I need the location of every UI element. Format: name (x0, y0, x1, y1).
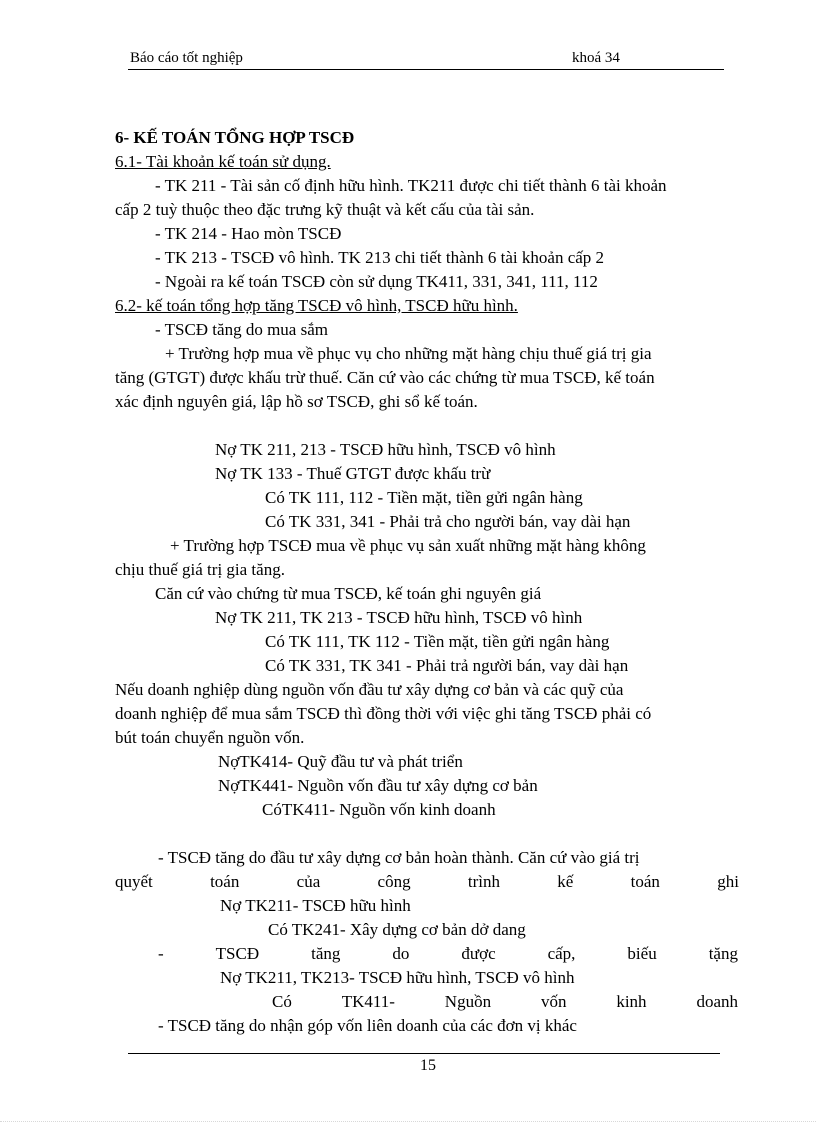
word: kế (557, 872, 574, 891)
entry-credit-111-112: Có TK 111, 112 - Tiền mặt, tiền gửi ngân hàng (265, 488, 583, 507)
word: TSCĐ (215, 944, 260, 963)
word: toán (210, 872, 240, 891)
word: TK411- (341, 992, 395, 1011)
subsection-6-2: 6.2- kế toán tổng hợp tăng TSCĐ vô hình, TSCĐ hữu hình. (115, 296, 518, 315)
paragraph-gtgt-line1: + Trường hợp mua về phục vụ cho những mặt hàng chịu thuế giá trị gia (165, 344, 652, 363)
paragraph-nontax-line2: chịu thuế giá trị gia tăng. (115, 560, 285, 579)
header-rule (128, 69, 724, 70)
page-edge (0, 1121, 816, 1122)
entry-debit-211-213-b: Nợ TK 211, TK 213 - TSCĐ hữu hình, TSCĐ vô hình (215, 608, 583, 627)
word: quyết (115, 872, 153, 891)
word: của (296, 872, 321, 891)
paragraph-capital-line3: bút toán chuyển nguồn vốn. (115, 728, 305, 747)
paragraph-construction-line1: - TSCĐ tăng do đầu tư xây dựng cơ bản hoàn thành. Căn cứ vào giá trị (158, 848, 640, 867)
word: Có (272, 992, 292, 1011)
header-left: Báo cáo tốt nghiệp (130, 50, 243, 66)
header-right: khoá 34 (572, 50, 620, 66)
word: vốn (540, 992, 567, 1011)
section-title: 6- KẾ TOÁN TỔNG HỢP TSCĐ (115, 128, 355, 147)
subsection-6-1: 6.1- Tài khoản kế toán sử dụng. (115, 152, 331, 171)
word: ghi (717, 872, 739, 891)
paragraph-gtgt-line3: xác định nguyên giá, lập hồ sơ TSCĐ, ghi sổ kế toán. (115, 392, 478, 411)
entry-credit-111-112-b: Có TK 111, TK 112 - Tiền mặt, tiền gửi ngân hàng (265, 632, 610, 651)
word: tặng (708, 944, 738, 963)
paragraph-gtgt-line2: tăng (GTGT) được khấu trừ thuế. Căn cứ vào các chứng từ mua TSCĐ, kế toán (115, 368, 655, 387)
entry-credit-241: Có TK241- Xây dựng cơ bản dở dang (268, 920, 526, 939)
word: trình (467, 872, 500, 891)
entry-credit-331-341: Có TK 331, 341 - Phải trả cho người bán, vay dài hạn (265, 512, 631, 531)
entry-credit-411: CóTK411- Nguồn vốn kinh doanh (262, 800, 496, 819)
paragraph-joint-venture: - TSCĐ tăng do nhận góp vốn liên doanh của các đơn vị khác (158, 1016, 577, 1035)
word: kinh (616, 992, 647, 1011)
paragraph-nontax-line1: + Trường hợp TSCĐ mua về phục vụ sản xuất những mặt hàng không (170, 536, 646, 555)
word: cấp, (547, 944, 576, 963)
paragraph-construction-line2 (115, 872, 739, 892)
paragraph-tk211-line2: cấp 2 tuỳ thuộc theo đặc trưng kỹ thuật và kết cấu của tài sản. (115, 200, 535, 219)
entry-debit-211-c: Nợ TK211- TSCĐ hữu hình (220, 896, 411, 915)
paragraph-capital-line2: doanh nghiệp để mua sắm TSCĐ thì đồng thời với việc ghi tăng TSCĐ phải có (115, 704, 652, 723)
word: toán (630, 872, 660, 891)
entry-debit-211-213: Nợ TK 211, 213 - TSCĐ hữu hình, TSCĐ vô hình (215, 440, 556, 459)
word: được (461, 944, 496, 963)
paragraph-purchase: - TSCĐ tăng do mua sắm (155, 320, 328, 339)
word: tăng (311, 944, 341, 963)
word: Nguồn (444, 992, 492, 1011)
paragraph-tk214: - TK 214 - Hao mòn TSCĐ (155, 224, 342, 243)
paragraph-capital-line1: Nếu doanh nghiệp dùng nguồn vốn đầu tư xây dựng cơ bản và các quỹ của (115, 680, 624, 699)
paragraph-granted (158, 944, 738, 964)
paragraph-tk211-line1: - TK 211 - Tài sản cố định hữu hình. TK211 được chi tiết thành 6 tài khoản (155, 176, 667, 195)
word: do (392, 944, 410, 963)
word: công (377, 872, 411, 891)
entry-debit-211-213-c: Nợ TK211, TK213- TSCĐ hữu hình, TSCĐ vô hình (220, 968, 575, 987)
word: biếu (627, 944, 657, 963)
paragraph-tk213: - TK 213 - TSCĐ vô hình. TK 213 chi tiết thành 6 tài khoản cấp 2 (155, 248, 605, 267)
entry-debit-133: Nợ TK 133 - Thuế GTGT được khấu trừ (215, 464, 491, 483)
entry-debit-441: NợTK441- Nguồn vốn đầu tư xây dựng cơ bản (218, 776, 538, 795)
entry-credit-331-341-b: Có TK 331, TK 341 - Phải trả người bán, vay dài hạn (265, 656, 629, 675)
page-number: 15 (420, 1057, 436, 1074)
footer-rule (128, 1053, 720, 1054)
entry-debit-414: NợTK414- Quỹ đầu tư và phát triển (218, 752, 463, 771)
paragraph-other-accounts: - Ngoài ra kế toán TSCĐ còn sử dụng TK411, 331, 341, 111, 112 (155, 272, 598, 291)
paragraph-record-cost: Căn cứ vào chứng từ mua TSCĐ, kế toán ghi nguyên giá (155, 584, 542, 603)
word: - (158, 944, 164, 963)
word: doanh (696, 992, 738, 1011)
entry-credit-411-b (272, 992, 738, 1012)
